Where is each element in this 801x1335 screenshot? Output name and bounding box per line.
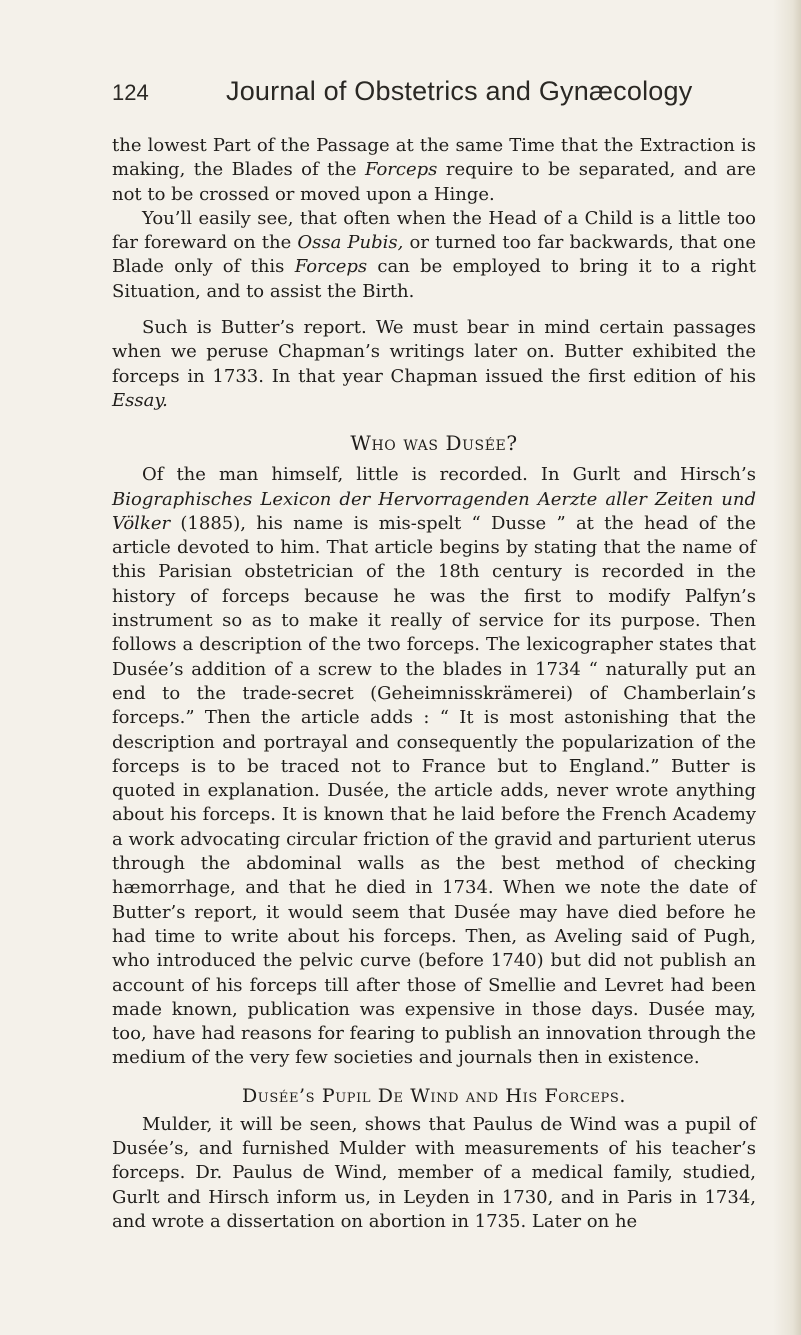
paragraph-3 bbox=[112, 316, 756, 413]
paragraph-2-italic-1: Ossa Pubis, bbox=[297, 232, 404, 254]
paragraph-1-italic: Forceps bbox=[364, 159, 438, 181]
paragraph-2-text-a: You’ll easily see, that often when the Head of a Child is a little too far foreward on the bbox=[112, 207, 756, 254]
paragraph-3-text: Such is Butter’s report. We must bear in mind certain passages when we peruse Chapman’s writings later on. Butter exhibited the forceps in 1733. In that year Chapman issued the first edition of his bbox=[112, 317, 756, 387]
paragraph-2-text-c: can be employed to bring it to a right Situation, and to assist the Birth. bbox=[112, 256, 756, 302]
paragraph-5: Mulder, it will be seen, shows that Paulus de Wind was a pupil of Dusée’s, and furnished Mulder with measurements of his teacher’s forceps. Dr. Paulus de Wind, member of a medical family, studied, Gurlt and Hirsch inform us, in Leyden in 1730, and in Paris in 1734, and wrote a dissertation on abortion in 1735. Later on he bbox=[112, 1113, 756, 1232]
paragraph-2 bbox=[112, 207, 756, 304]
paragraph-3-italic: Essay. bbox=[112, 389, 168, 411]
paragraph-2-text-b: or turned too far backwards, that one Blade only of this bbox=[112, 232, 756, 278]
section-heading-who-was-dusee: Who was Dusée? bbox=[350, 431, 518, 456]
paragraph-4-text-b: (1885), his name is mis-spelt “ Dusse ” at the head of the article devoted to him. That article begins by stating that the name of this Parisian obstetrician of the 18th century is recorded in the history of forceps because he was the first to modify Palfyn’s instrument so as to make it really of service for its purpose. Then follows a description of the two forceps. The lexicographer states that Dusée’s addition of a screw to the blades in 1734 “ naturally put an end to the trade-secret (Geheimnisskrämerei) of Chamberlain’s forceps.” Then the article adds : “ It is most astonishing that the description and portrayal and consequently the popularization of the forceps is to be traced not to France but to England.” Butter is quoted in explanation. Dusée, the article adds, never wrote anything about his forceps. It is known that he laid before the French Academy a work advocating circular friction of the gravid and parturient uterus through the abdominal walls as the best method of checking hæmorrhage, and that he died in 1734. When we note the date of Butter’s report, it would seem that Dusée may have died before he had time to write about his forceps. Then, as Aveling said of Pugh, who introduced the pelvic curve (before 1740) but did not publish an account of his forceps till after those of Smellie and Levret had been made known, publication was expensive in those days. Dusée may, too, have had reasons for fearing to publish an innovation through the medium of the very few societies and journals then in existence. bbox=[112, 512, 756, 1069]
journal-title: Journal of Obstetrics and Gynæcology bbox=[226, 76, 693, 106]
paragraph-4 bbox=[112, 463, 756, 1070]
section-heading-de-wind: Dusée’s Pupil De Wind and His Forceps. bbox=[241, 1084, 627, 1107]
paragraph-1 bbox=[112, 134, 756, 207]
running-header bbox=[112, 76, 752, 116]
paragraph-2-italic-2: Forceps bbox=[294, 256, 368, 278]
article-body bbox=[112, 134, 756, 1234]
paragraph-1-text-a: the lowest Part of the Passage at the same Time that the Extraction is making, the Blades of the bbox=[112, 135, 756, 181]
page-edge-shadow bbox=[773, 0, 801, 1335]
paragraph-4-text-a: Of the man himself, little is recorded. In Gurlt and Hirsch’s bbox=[142, 464, 756, 486]
paragraph-1-text-b: require to be separated, and are not to be crossed or moved upon a Hinge. bbox=[112, 159, 756, 205]
page-number: 124 bbox=[112, 80, 149, 105]
paragraph-4-italic: Biographisches Lexicon der Hervorragenden Aerzte aller Zeiten und Völker bbox=[112, 488, 756, 534]
